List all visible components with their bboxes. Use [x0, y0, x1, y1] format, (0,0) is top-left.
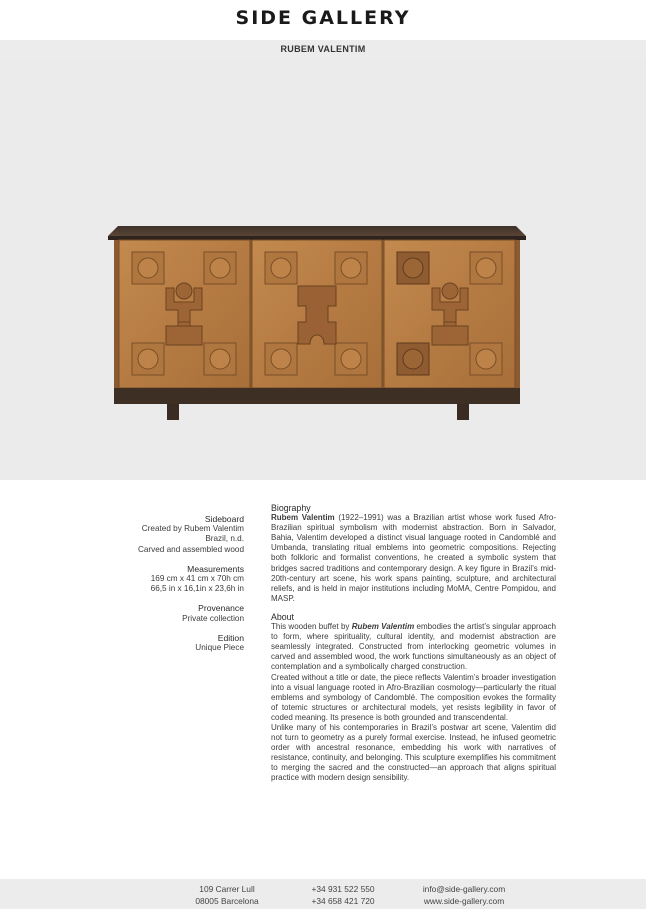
- sideboard-line: Created by Rubem Valentim: [141, 524, 244, 534]
- footer-contact: [404, 884, 524, 907]
- sideboard-line: Carved and assembled wood: [137, 544, 244, 554]
- about-text: embodies the artist’s singular approach to form, where spirituality, cultural identity, and modernist abstraction are seamlessly integrated. Constructed from interlocking geometric volumes in carved and assembled wood, the work functions simultaneously as an object of contemplation and a symbolically charged construction.: [271, 622, 556, 672]
- product-image: [0, 60, 646, 480]
- edition-value: Unique Piece: [195, 643, 244, 653]
- about-text: This wooden buffet by: [271, 622, 352, 632]
- about-heading: About: [271, 611, 294, 622]
- provenance-value: Private collection: [182, 613, 244, 623]
- sideboard-top: [108, 226, 526, 236]
- about-paragraph-3: Unlike many of his contemporaries in Brazil’s postwar art scene, Valentim did not turn to geometry as a purely formal exercise. Instead, he infused geometric order with ancestral resonance, embedding his work with narratives of resistance, continuity, and belonging. This sculpture exemplifies his commitment to merging the sacred and the constructed—an approach that aligns spiritual practice with modern design sensibility.: [271, 722, 556, 783]
- biography-heading: Biography: [271, 503, 311, 513]
- provenance-label: Provenance: [198, 603, 244, 614]
- address-line: 08005 Barcelona: [195, 895, 259, 906]
- measurements-cm: 169 cm x 41 cm x 70h cm: [150, 574, 244, 584]
- artist-name: RUBEM VALENTIM: [280, 44, 366, 54]
- biography-body: (1922–1991) was a Brazilian artist whose work fused Afro-Brazilian spiritual symbolism with modernist abstraction. Born in Salvador, Bahia, Valentim developed a distinct visual language rooted in Candomblé and Umbanda, translating ritual emblems into geometric compositions. Rejecting both folkloric and formalist conventions, he created a symbolic system that bridges sacred traditions and contemporary design. A key figure in Brazil’s mid-20th-century art scene, his work spans painting, sculpture, and architectural reliefs, and is held in major institutions including MoMA, Centre Pompidou, and MASP.: [271, 513, 557, 603]
- details-provenance: [64, 603, 244, 623]
- details-edition: [64, 633, 244, 653]
- sideboard-base: [114, 388, 520, 404]
- footer: [0, 879, 646, 909]
- biography-text: [271, 513, 556, 604]
- text-column: [271, 503, 556, 784]
- sideboard-line: Brazil, n.d.: [205, 534, 244, 544]
- footer-phones: [288, 884, 398, 907]
- header: [0, 0, 646, 40]
- details-column: [64, 514, 244, 662]
- website-link[interactable]: www.side-gallery.com: [423, 895, 505, 906]
- biography-name: Rubem Valentim: [271, 513, 335, 523]
- measurements-label: Measurements: [187, 563, 244, 574]
- details-sideboard: [64, 514, 244, 555]
- footer-address: [172, 884, 282, 907]
- details-measurements: [64, 564, 244, 595]
- phone-link[interactable]: +34 931 522 550: [311, 884, 375, 894]
- about-artist-name: Rubem Valentim: [351, 622, 415, 632]
- leg-right: [457, 404, 469, 420]
- brand-logo: SIDE GALLERY: [235, 7, 411, 29]
- sideboard-illustration: [0, 60, 646, 480]
- about-paragraph-1: [271, 622, 556, 672]
- phone-link[interactable]: +34 658 421 720: [311, 895, 375, 906]
- address-line: 109 Carrer Lull: [199, 884, 255, 894]
- sideboard-label: Sideboard: [204, 514, 244, 524]
- leg-left: [167, 404, 179, 420]
- about-paragraph-2: Created without a title or date, the piece reflects Valentim’s broader investigation into a visual language rooted in Afro-Brazilian cosmology—particularly the ritual emblems and symbology of Candomblé. The composition evokes the formality of totemic structures or architectural models, yet resists legibility in favor of coded meaning. Its presence is both grounded and transcendental.: [271, 672, 556, 722]
- email-link[interactable]: info@side-gallery.com: [422, 884, 506, 894]
- edition-label: Edition: [217, 632, 244, 643]
- measurements-in: 66,5 in x 16,1in x 23,6h in: [150, 584, 244, 594]
